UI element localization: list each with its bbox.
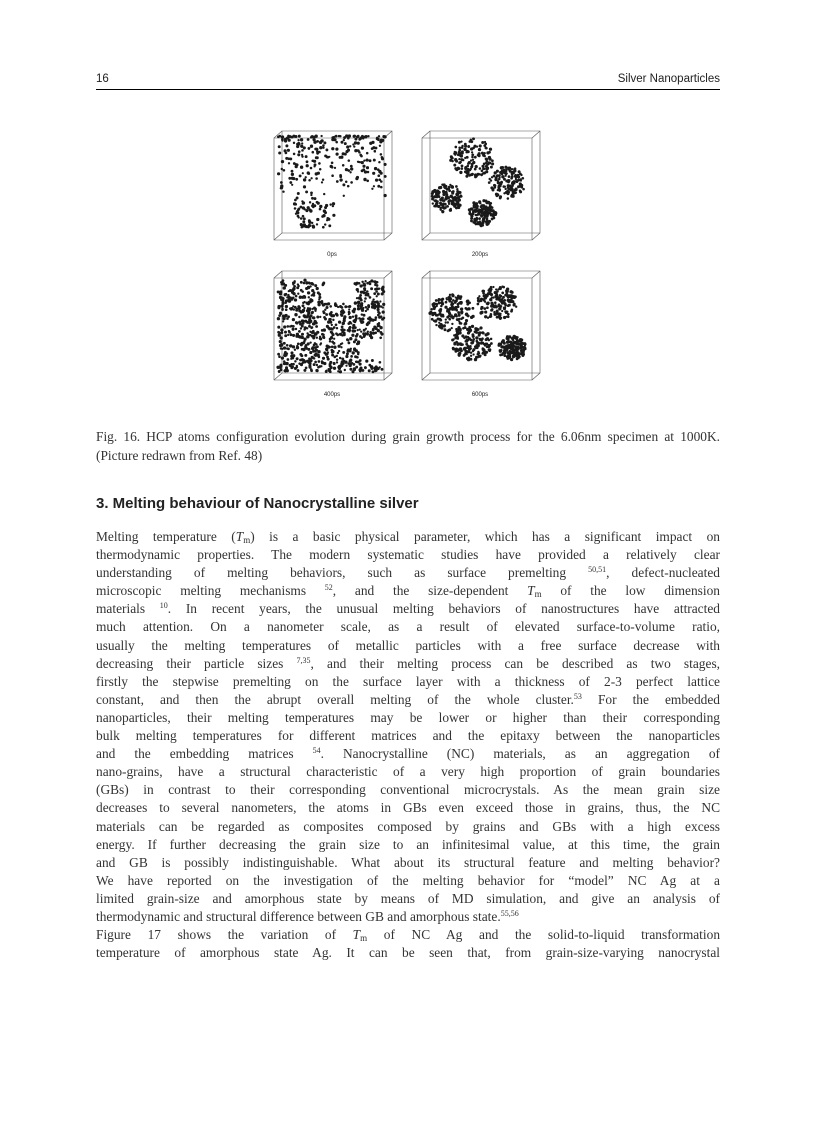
text-line — [96, 745, 720, 763]
citation-ref: 55,56 — [500, 908, 519, 918]
citation-ref: 50,51 — [588, 565, 607, 575]
section-heading: 3. Melting behaviour of Nanocrystalline silver — [96, 495, 419, 512]
text-run: thermodynamic properties. The modern systematic studies have provided a relatively clear — [96, 547, 720, 563]
subscript: m — [243, 535, 251, 545]
text-run: . Nanocrystalline (NC) materials, as an aggregation of — [320, 746, 720, 762]
subscript: m — [534, 589, 542, 600]
text-run: ) is a basic physical parameter, which has a significant impact on — [250, 529, 720, 544]
text-line — [96, 727, 720, 745]
text-run: energy. If further decreasing the grain size to an infinitesimal value, at this time, the grain — [96, 836, 720, 852]
text-run: For the embedded — [581, 691, 720, 707]
text-run: , and the size-dependent — [332, 583, 528, 599]
text-run: , and their melting process can be described as two stages, — [310, 655, 721, 671]
panel-label: 400ps — [323, 392, 341, 398]
text-run: bulk melting temperatures for different matrices and the epitaxy between the nanoparticles — [96, 728, 720, 744]
text-line — [96, 890, 720, 908]
text-run: thermodynamic and structural difference between GB and amorphous state. — [96, 908, 501, 924]
text-line — [96, 618, 720, 636]
text-line — [96, 908, 720, 926]
text-run: nanoparticles, their melting temperatures may be lower or higher than their corresponding — [96, 709, 720, 725]
text-run: (GBs) in contrast to their corresponding conventional microcrystals. As the mean grain size — [96, 782, 720, 798]
text-run: materials — [96, 601, 160, 617]
text-line — [96, 836, 720, 854]
text-run: much attention. On a nanometer scale, as a result of elevated surface-to-volume ratio, — [96, 619, 720, 635]
citation-ref: 7,35 — [296, 655, 311, 665]
running-header — [96, 73, 720, 90]
text-line — [96, 944, 720, 962]
md-panel-0ps — [264, 128, 400, 256]
text-line — [96, 673, 720, 691]
page-number: 16 — [96, 73, 109, 85]
text-run: and the embedding matrices — [96, 746, 313, 762]
citation-ref: 10 — [159, 601, 168, 611]
atom-cube-400ps — [264, 268, 400, 396]
atom-cube-0ps — [264, 128, 400, 256]
text-run: limited grain-size and amorphous state by means of MD simulation, and give an analysis of — [96, 890, 720, 906]
text-line — [96, 546, 720, 564]
text-run: constant, and then the abrupt overall melting of the whole cluster. — [96, 691, 574, 707]
text-line — [96, 528, 720, 546]
citation-ref: 52 — [324, 583, 333, 593]
text-line — [96, 781, 720, 799]
paragraph-2 — [96, 926, 720, 962]
text-line — [96, 872, 720, 890]
text-line — [96, 655, 720, 673]
text-run: decreases to several nanometers, the atoms in GBs even exceed those in grains, thus, the NC — [96, 800, 720, 816]
text-run: We have reported on the investigation of the melting behavior for “model” NC Ag at a — [96, 872, 720, 888]
text-run: temperature of amorphous state Ag. It can be seen that, from grain-size-varying nanocrystal — [96, 945, 720, 961]
text-line — [96, 926, 720, 944]
text-line — [96, 763, 720, 781]
text-line — [96, 854, 720, 872]
text-line — [96, 818, 720, 836]
text-line — [96, 709, 720, 727]
symbol-t: T — [352, 927, 361, 943]
panel-label: 0ps — [327, 252, 337, 258]
md-panel-200ps — [412, 128, 548, 256]
figure-caption: Fig. 16. HCP atoms configuration evolution during grain growth process for the 6.06nm specimen at 1000K. (Picture redrawn from Ref. 48) — [96, 429, 720, 463]
text-line — [96, 600, 720, 618]
running-title: Silver Nanoparticles — [617, 73, 720, 85]
text-run: and GB is possibly indistinguishable. What about its structural feature and melting behavior? — [96, 854, 720, 870]
text-run: materials can be regarded as composites composed by grains and GBs with a high excess — [96, 818, 720, 834]
text-line — [96, 637, 720, 655]
text-run: Melting temperature ( — [96, 529, 236, 544]
md-panel-400ps — [264, 268, 400, 396]
text-line — [96, 582, 720, 600]
symbol-t: T — [527, 583, 535, 599]
text-line — [96, 564, 720, 582]
text-run: of NC Ag and the solid-to-liquid transformation — [367, 927, 721, 943]
text-run: nano-grains, have a structural characteristic of a very high proportion of grain boundaries — [96, 764, 720, 780]
atom-cube-200ps — [412, 128, 548, 256]
body-text — [96, 528, 720, 962]
citation-ref: 54 — [312, 746, 321, 756]
text-run: decreasing their particle sizes — [96, 655, 297, 671]
panel-label: 600ps — [471, 392, 489, 398]
md-panel-600ps — [412, 268, 548, 396]
text-run: understanding of melting behaviors, such as surface premelting — [96, 565, 589, 581]
text-run: Figure 17 shows the variation of — [96, 927, 353, 943]
subscript: m — [360, 933, 368, 944]
text-run: microscopic melting mechanisms — [96, 583, 325, 599]
figure-16 — [264, 128, 552, 406]
text-run: , defect-nucleated — [606, 565, 720, 581]
document-page — [96, 0, 720, 1123]
text-line — [96, 691, 720, 709]
symbol-t: T — [235, 529, 244, 544]
panel-label: 200ps — [471, 252, 489, 258]
text-run: usually the melting temperatures of metallic particles with a free surface decrease with — [96, 637, 720, 653]
citation-ref: 53 — [573, 691, 582, 701]
paragraph-1 — [96, 528, 720, 926]
text-run: of the low dimension — [541, 583, 720, 599]
atom-cube-600ps — [412, 268, 548, 396]
text-run: firstly the stepwise premelting on the surface layer with a thickness of 2-3 perfect lattice — [96, 673, 720, 689]
text-line — [96, 799, 720, 817]
text-run: . In recent years, the unusual melting behaviors of nanostructures have attracted — [167, 601, 720, 617]
